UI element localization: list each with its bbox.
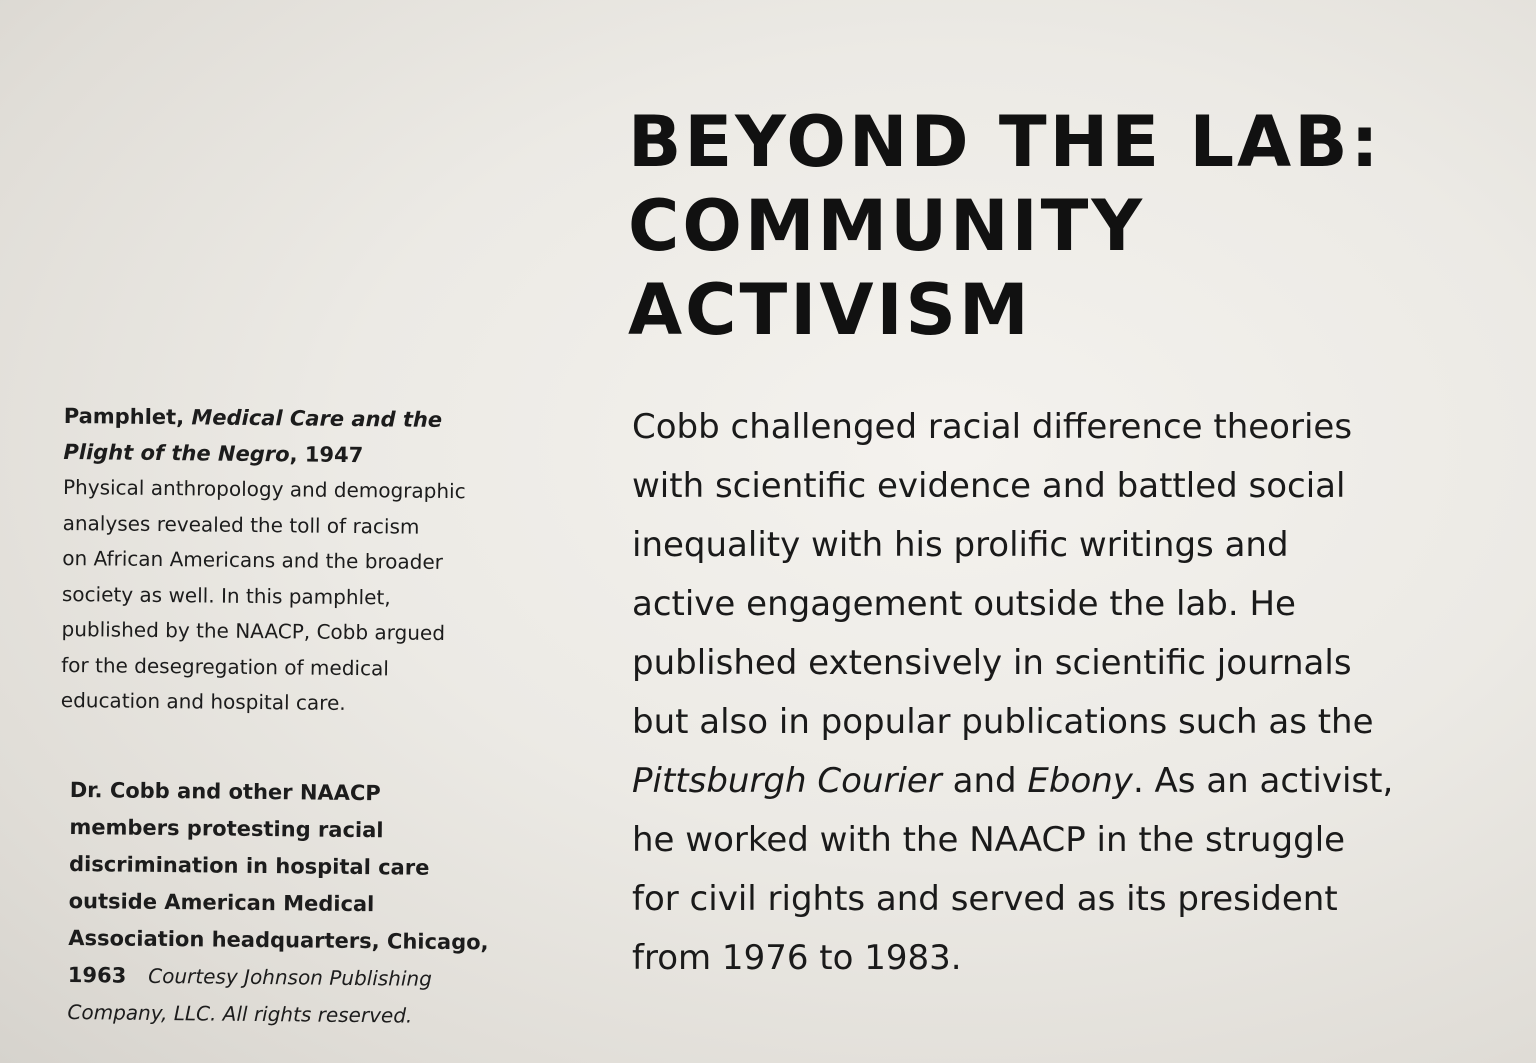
body-line-5: published extensively in scientific journals [632,643,1352,683]
panel-title [628,100,1488,352]
caption-pamphlet-desc-line-5: published by the NAACP, Cobb argued [61,616,446,646]
caption-protest-line-4: outside American Medical [68,888,375,917]
caption-pamphlet [61,398,534,723]
caption-protest-credit-2: Company, LLC. All rights reserved. [67,999,413,1028]
caption-pamphlet-desc-line-7: education and hospital care. [60,687,346,715]
body-line-7-end: . As an activist, [1132,761,1394,801]
caption-pamphlet-heading-line-1 [64,398,534,439]
caption-protest-line-6 [68,957,528,999]
body-line-7 [632,752,1452,811]
caption-pamphlet-description [61,470,534,723]
publication-title-pittsburgh-courier: Pittsburgh Courier [632,761,942,801]
caption-pamphlet-desc-line-2: analyses revealed the toll of racism [62,510,420,539]
caption-protest-line-5: Association headquarters, Chicago, [68,925,489,955]
caption-pamphlet-year: , 1947 [289,442,364,468]
publication-title-ebony: Ebony [1027,761,1133,801]
caption-protest-heading [68,772,530,999]
caption-protest-line-1: Dr. Cobb and other NAACP [69,777,381,806]
body-line-9: for civil rights and served as its president [632,879,1338,919]
caption-protest-line-2: members protesting racial [69,814,384,843]
body-line-7-connector: and [941,761,1028,801]
body-line-3: inequality with his prolific writings and [632,525,1289,565]
caption-pamphlet-heading [63,398,534,475]
body-line-10: from 1976 to 1983. [632,938,962,978]
caption-pamphlet-desc-line-1: Physical anthropology and demographic [62,474,466,504]
body-line-2: with scientific evidence and battled social [632,466,1346,506]
caption-protest-year: 1963 [67,962,127,988]
panel-body-text [632,398,1452,988]
caption-protest-credit-1: Courtesy Johnson Publishing [148,963,432,991]
title-line-3: ACTIVISM [628,269,1032,351]
title-line-1: BEYOND THE LAB: [628,101,1382,183]
caption-protest-line-3: discrimination in hospital care [68,851,430,880]
caption-pamphlet-heading-prefix: Pamphlet, [63,403,192,430]
caption-pamphlet-title-part-1: Medical Care and the [191,405,443,432]
title-line-2: COMMUNITY [628,185,1146,267]
caption-pamphlet-title-part-2: Plight of the Negro [63,439,290,467]
caption-pamphlet-desc-line-6: for the desegregation of medical [61,652,389,680]
caption-protest-photo [67,772,530,1036]
body-line-6: but also in popular publications such as the [632,702,1374,742]
caption-pamphlet-desc-line-4: society as well. In this pamphlet, [61,581,391,609]
caption-pamphlet-heading-line-2 [63,434,533,475]
body-line-4: active engagement outside the lab. He [632,584,1296,624]
body-line-8: he worked with the NAACP in the struggle [632,820,1346,860]
caption-pamphlet-desc-line-3: on African Americans and the broader [62,545,444,574]
body-line-1: Cobb challenged racial difference theories [632,407,1353,447]
